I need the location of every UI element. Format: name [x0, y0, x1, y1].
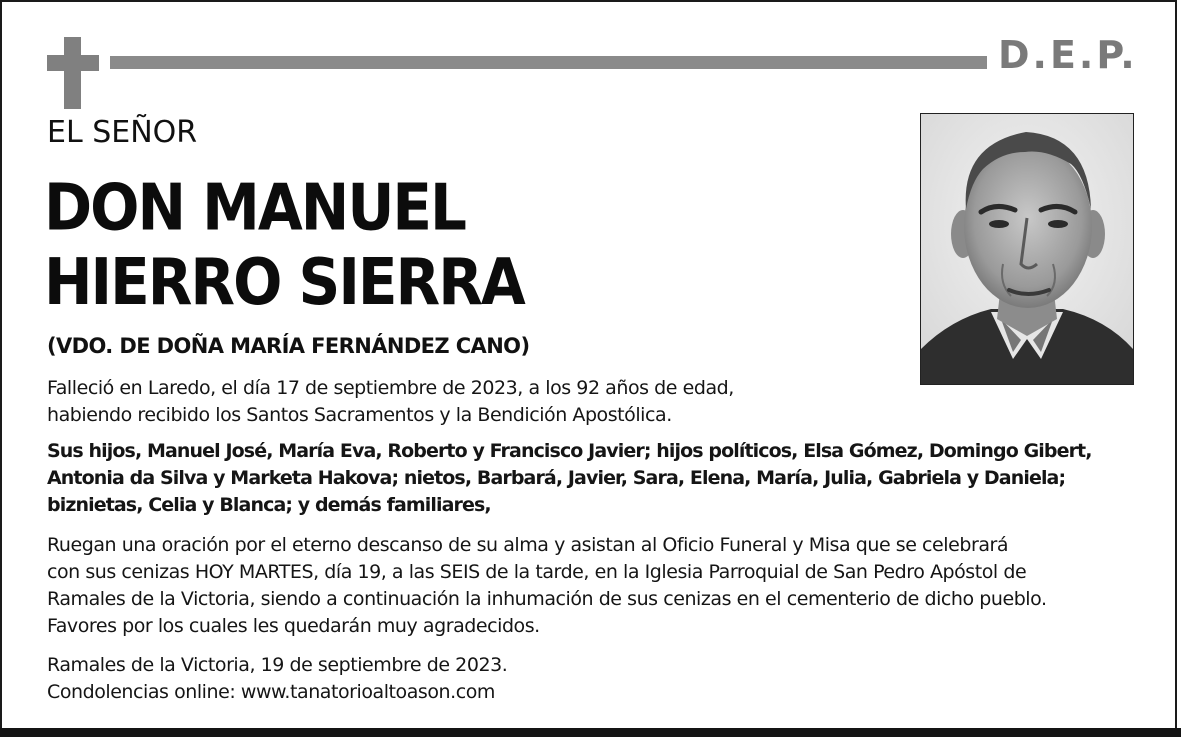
dep-label: D.E.P.: [998, 33, 1138, 77]
deceased-name-line-1: DON MANUEL: [44, 170, 466, 245]
death-notice-line: Falleció en Laredo, el día 17 de septiembre de 2023, a los 92 años de edad,: [47, 377, 734, 399]
death-notice: [47, 375, 734, 429]
bottom-border: [0, 728, 1181, 737]
service-line: Ruegan una oración por el eterno descanso de su alma y asistan al Oficio Funeral y Misa que se celebrará: [47, 534, 1009, 556]
cross-icon: [47, 37, 99, 109]
death-notice-line: habiendo recibido los Santos Sacramentos y la Bendición Apostólica.: [47, 404, 672, 426]
place-date: Ramales de la Victoria, 19 de septiembre de 2023.: [47, 654, 508, 676]
family-line: Antonia da Silva y Marketa Hakova; nietos, Barbará, Javier, Sara, Elena, María, Julia, Gabriela y Daniela;: [47, 467, 1066, 489]
service-details: [47, 532, 1047, 640]
honorific: EL SEÑOR: [47, 115, 198, 150]
condolences-link[interactable]: Condolencias online: www.tanatorioaltoason.com: [47, 681, 495, 703]
family-list: [47, 438, 1092, 519]
service-line: con sus cenizas HOY MARTES, día 19, a las SEIS de la tarde, en la Iglesia Parroquial de San Pedro Apóstol de: [47, 561, 1027, 583]
header-rule: [110, 56, 987, 69]
service-line: Ramales de la Victoria, siendo a continuación la inhumación de sus cenizas en el cementerio de dicho pueblo.: [47, 588, 1047, 610]
service-line: Favores por los cuales les quedarán muy agradecidos.: [47, 615, 540, 637]
widow-of: (VDO. DE DOÑA MARÍA FERNÁNDEZ CANO): [47, 334, 530, 358]
deceased-name-line-2: HIERRO SIERRA: [44, 244, 524, 320]
family-line: Sus hijos, Manuel José, María Eva, Roberto y Francisco Javier; hijos políticos, Elsa Gómez, Domingo Gibert,: [47, 440, 1092, 462]
deceased-name: [44, 170, 524, 320]
portrait-photo: [920, 113, 1134, 385]
footer: [47, 652, 507, 706]
family-line: biznietas, Celia y Blanca; y demás familiares,: [47, 494, 491, 516]
